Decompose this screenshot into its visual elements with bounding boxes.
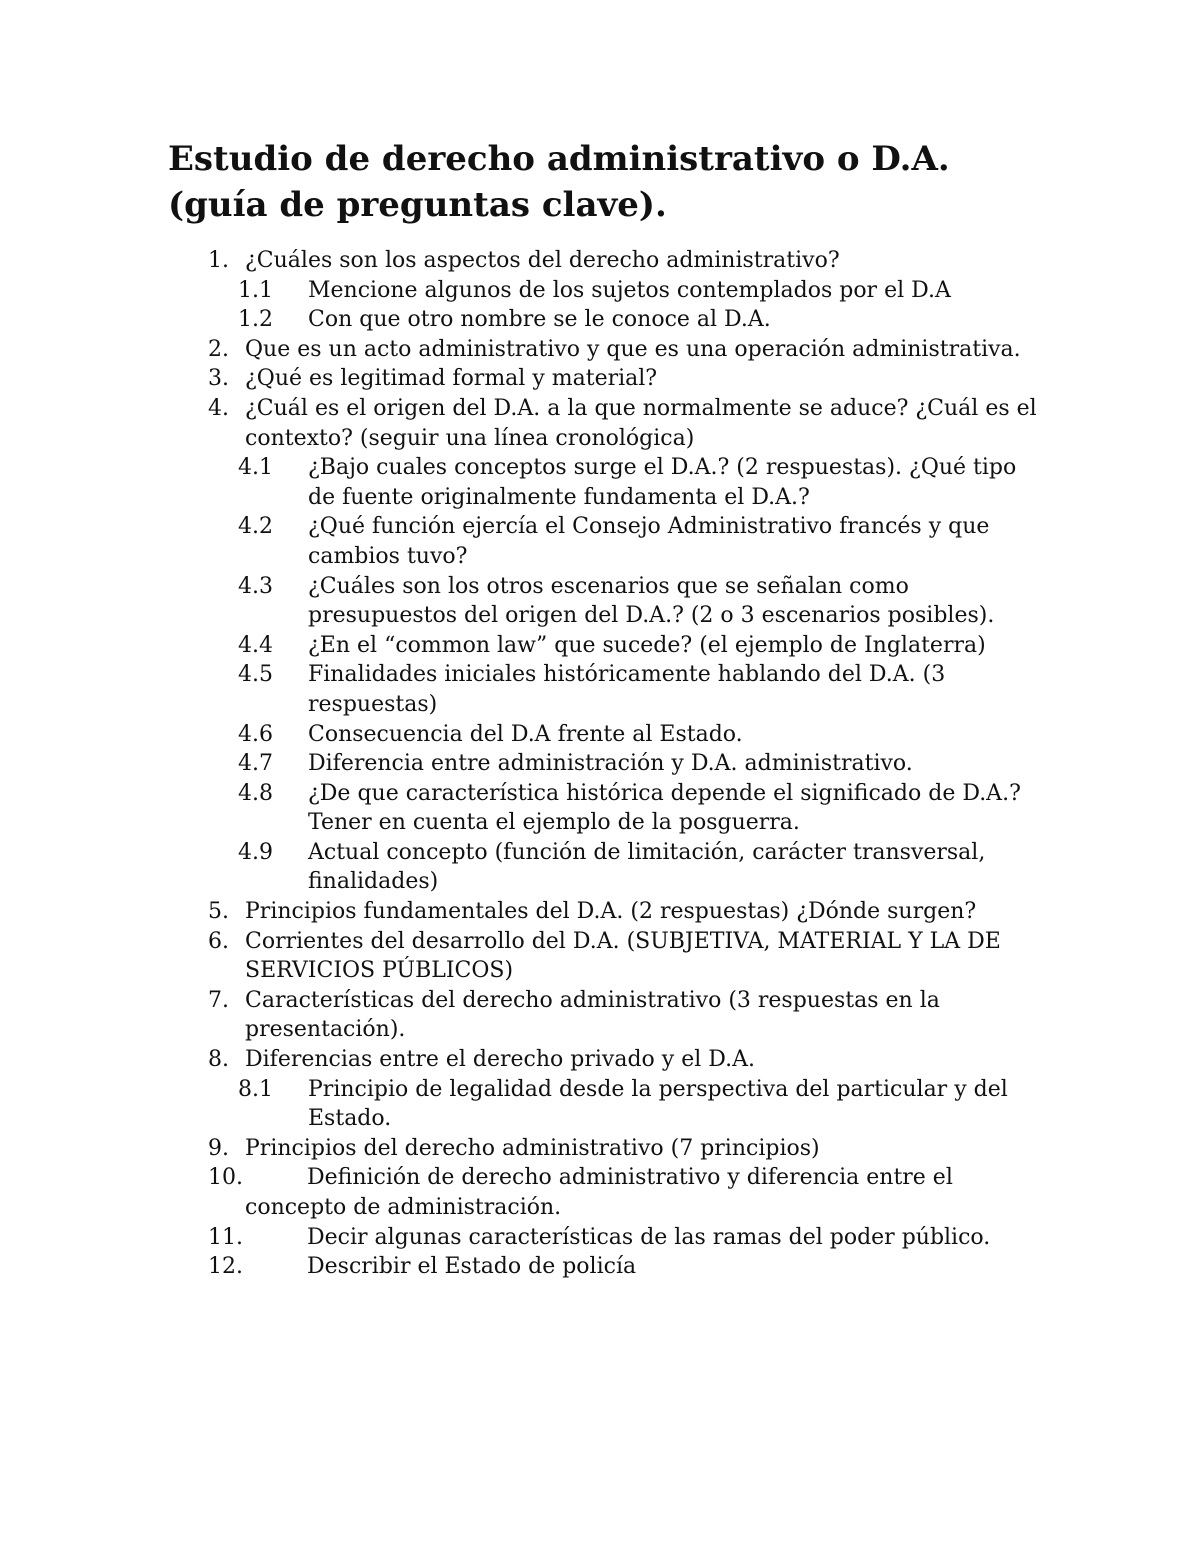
list-item (0, 749, 1200, 779)
list-item (0, 1163, 1200, 1222)
item-text: Describir el Estado de policía (307, 1254, 637, 1280)
item-text: Principios del derecho administrativo (7 principios) (245, 1135, 820, 1161)
list-item (0, 394, 1200, 453)
item-text: Corrientes del desarrollo del D.A. (SUBJETIVA, MATERIAL Y LA DE SERVICIOS PÚBLICOS) (245, 928, 1001, 984)
item-number: 2. (208, 336, 229, 362)
item-number: 3. (208, 366, 229, 392)
item-number: 5. (208, 899, 229, 925)
item-number: 4.8 (238, 780, 273, 806)
item-text: Diferencias entre el derecho privado y el D.A. (245, 1047, 755, 1073)
item-text: Actual concepto (función de limitación, carácter transversal, finalidades) (308, 839, 986, 895)
item-text: ¿Qué es legitimad formal y material? (245, 366, 658, 392)
list-item (0, 453, 1200, 512)
list-item (0, 897, 1200, 927)
item-number: 1.2 (238, 307, 273, 333)
list-item (0, 305, 1200, 335)
item-text: ¿De que característica histórica depende el significado de D.A.? Tener en cuenta el ejemplo de la posguerra. (308, 780, 1021, 836)
list-item (0, 512, 1200, 571)
list-item (0, 1134, 1200, 1164)
item-number: 7. (208, 987, 229, 1013)
item-number: 6. (208, 928, 229, 954)
item-text: Con que otro nombre se le conoce al D.A. (308, 307, 771, 333)
list-item (0, 1223, 1200, 1253)
item-text: Diferencia entre administración y D.A. administrativo. (308, 751, 913, 777)
list-item (0, 335, 1200, 365)
item-number: 8. (208, 1047, 229, 1073)
item-number: 4. (208, 395, 229, 421)
list-item (0, 838, 1200, 897)
item-number: 9. (208, 1135, 229, 1161)
item-number: 11. (208, 1224, 243, 1250)
title-line-1: Estudio de derecho administrativo o D.A. (168, 139, 950, 179)
item-text: Que es un acto administrativo y que es una operación administrativa. (245, 336, 1021, 362)
list-item (0, 631, 1200, 661)
title-line-2: (guía de preguntas clave). (168, 185, 667, 225)
item-number: 4.1 (238, 455, 273, 481)
item-text: Definición de derecho administrativo y diferencia entre el concepto de administración. (245, 1165, 953, 1220)
item-text: ¿Cuáles son los aspectos del derecho administrativo? (245, 248, 840, 273)
question-list (0, 246, 1200, 1282)
item-number: 4.7 (238, 751, 273, 777)
item-text: Principio de legalidad desde la perspectiva del particular y del Estado. (308, 1076, 1008, 1132)
item-text: Mencione algunos de los sujetos contemplados por el D.A (308, 277, 951, 303)
list-item (0, 1045, 1200, 1075)
item-text: Principios fundamentales del D.A. (2 respuestas) ¿Dónde surgen? (245, 899, 977, 925)
list-item (0, 1252, 1200, 1282)
list-item (0, 720, 1200, 750)
list-item (0, 364, 1200, 394)
item-number: 8.1 (238, 1076, 273, 1102)
item-text: ¿Cuáles son los otros escenarios que se señalan como presupuestos del origen del D.A.? (2 o 3 escenarios posibles). (308, 573, 995, 629)
item-text: ¿Cuál es el origen del D.A. a la que normalmente se aduce? ¿Cuál es el contexto? (seguir una línea cronológica) (245, 395, 1037, 451)
list-item (0, 276, 1200, 306)
item-text: ¿Bajo cuales conceptos surge el D.A.? (2 respuestas). ¿Qué tipo de fuente originalmente fundamenta el D.A.? (308, 455, 1017, 510)
item-number: 12. (208, 1254, 243, 1280)
item-number: 1.1 (238, 277, 273, 303)
item-text: Decir algunas características de las ramas del poder público. (307, 1224, 991, 1250)
item-number: 4.4 (238, 632, 273, 658)
item-text: ¿Qué función ejercía el Consejo Administrativo francés y que cambios tuvo? (308, 514, 990, 569)
item-text: Características del derecho administrativo (3 respuestas en la presentación). (245, 987, 940, 1043)
item-number: 4.2 (238, 514, 273, 540)
item-number: 1. (208, 248, 229, 273)
item-text: ¿En el “common law” que sucede? (el ejemplo de Inglaterra) (308, 632, 986, 658)
list-item (0, 572, 1200, 631)
list-item (0, 927, 1200, 986)
item-text: Finalidades iniciales históricamente hablando del D.A. (3 respuestas) (308, 662, 946, 717)
list-item (0, 660, 1200, 719)
list-item (0, 986, 1200, 1045)
item-number: 4.5 (238, 662, 273, 688)
document-title (168, 136, 1068, 228)
list-item (0, 246, 1200, 276)
list-item (0, 779, 1200, 838)
item-number: 4.9 (238, 839, 273, 865)
item-number: 4.3 (238, 573, 273, 599)
item-number: 10. (208, 1165, 243, 1191)
item-text: Consecuencia del D.A frente al Estado. (308, 721, 743, 747)
item-number: 4.6 (238, 721, 273, 747)
list-item (0, 1075, 1200, 1134)
